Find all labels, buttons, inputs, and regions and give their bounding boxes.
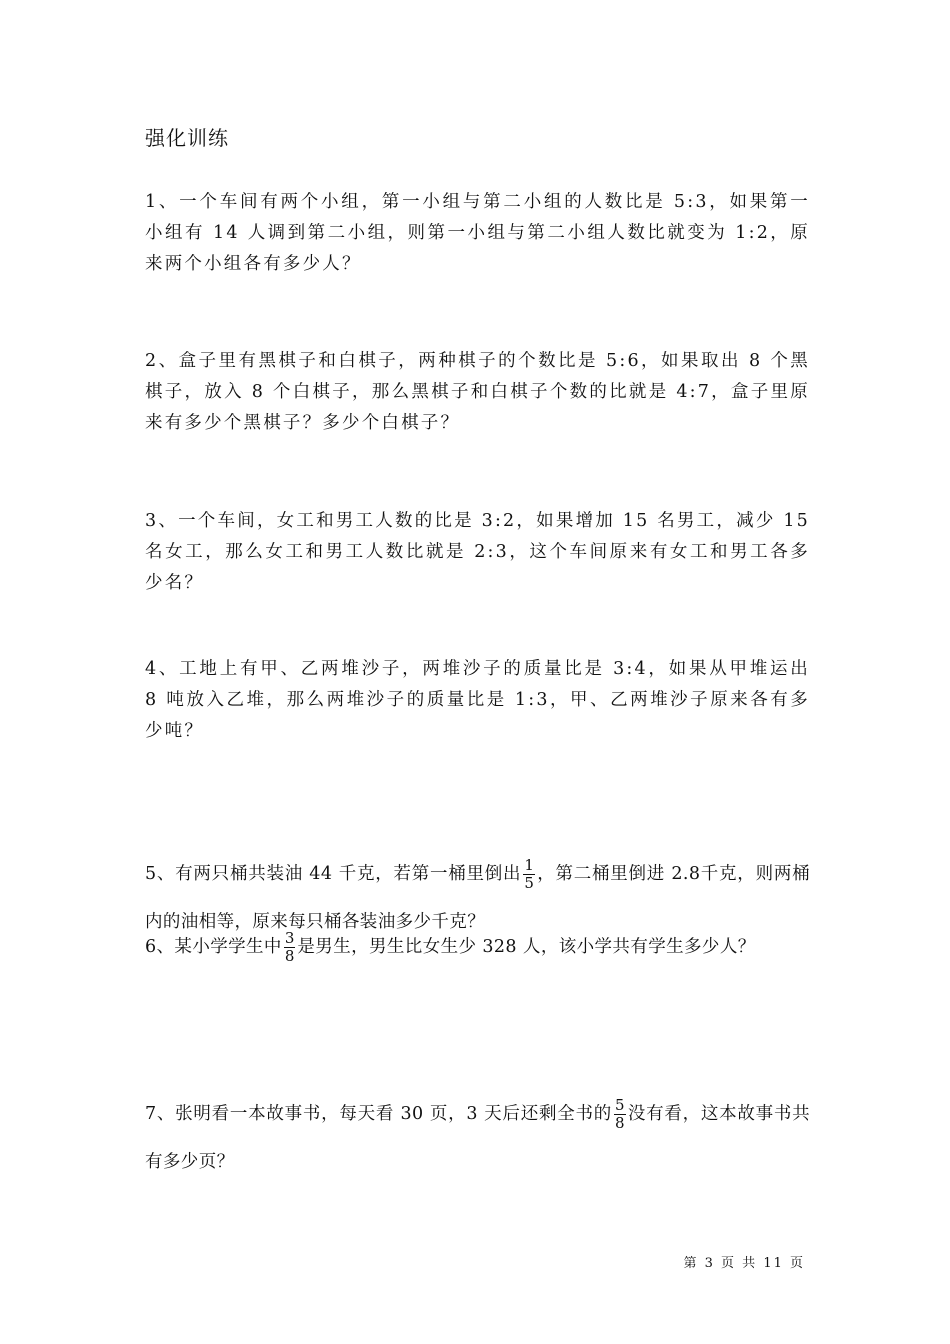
fraction-numerator: 5 [614,1096,625,1114]
problem-5-text-before: 5、有两只桶共装油 44 千克，若第一桶里倒出 [145,864,522,884]
fraction-numerator: 1 [524,856,534,874]
problem-7 [145,1090,810,1186]
problem-7-text-before: 7、张明看一本故事书，每天看 30 页，3 天后还剩全书的 [145,1104,612,1124]
problem-1: 1、一个车间有两个小组，第一小组与第二小组的人数比是 5:3，如果第一小组有 14 人调到第二小组，则第一小组与第二小组人数比就变为 1:2，原来两个小组各有多少人？ [145,192,810,274]
problem-6-text-before: 6、某小学学生中 [145,937,282,957]
fraction-denominator: 8 [284,947,295,965]
page-number-footer: 第 3 页 共 11 页 [683,1256,805,1271]
problem-2: 2、盒子里有黑棋子和白棋子，两种棋子的个数比是 5:6，如果取出 8 个黑棋子，放入 8 个白棋子，那么黑棋子和白棋子个数的比就是 4:7，盒子里原来有多少个黑棋子？多少个白棋子？ [145,351,810,433]
problem-6 [145,923,810,971]
fraction-numerator: 3 [284,929,295,947]
fraction-denominator: 5 [524,874,534,892]
problem-6-fraction [284,930,296,965]
problem-7-text-after: 没有看，这本故事书共有多少页？ [145,1104,811,1172]
problem-6-text-after: 是男生，男生比女生少 328 人，该小学共有学生多少人？ [297,937,756,957]
problem-7-fraction [614,1097,626,1132]
problem-5-text-after: ，第二桶里倒进 2.8千克，则两桶内的油相等，原来每只桶各装油多少千克？ [145,864,810,932]
problem-4: 4、工地上有甲、乙两堆沙子，两堆沙子的质量比是 3:4，如果从甲堆运出 8 吨放入乙堆，那么两堆沙子的质量比是 1:3，甲、乙两堆沙子原来各有多少吨？ [145,659,810,741]
problem-3: 3、一个车间，女工和男工人数的比是 3:2，如果增加 15 名男工，减少 15 名女工，那么女工和男工人数比就是 2:3，这个车间原来有女工和男工各多少名？ [145,511,810,593]
problem-5-fraction [523,857,535,892]
page-title: 强化训练 [145,126,229,150]
fraction-denominator: 8 [614,1114,625,1132]
